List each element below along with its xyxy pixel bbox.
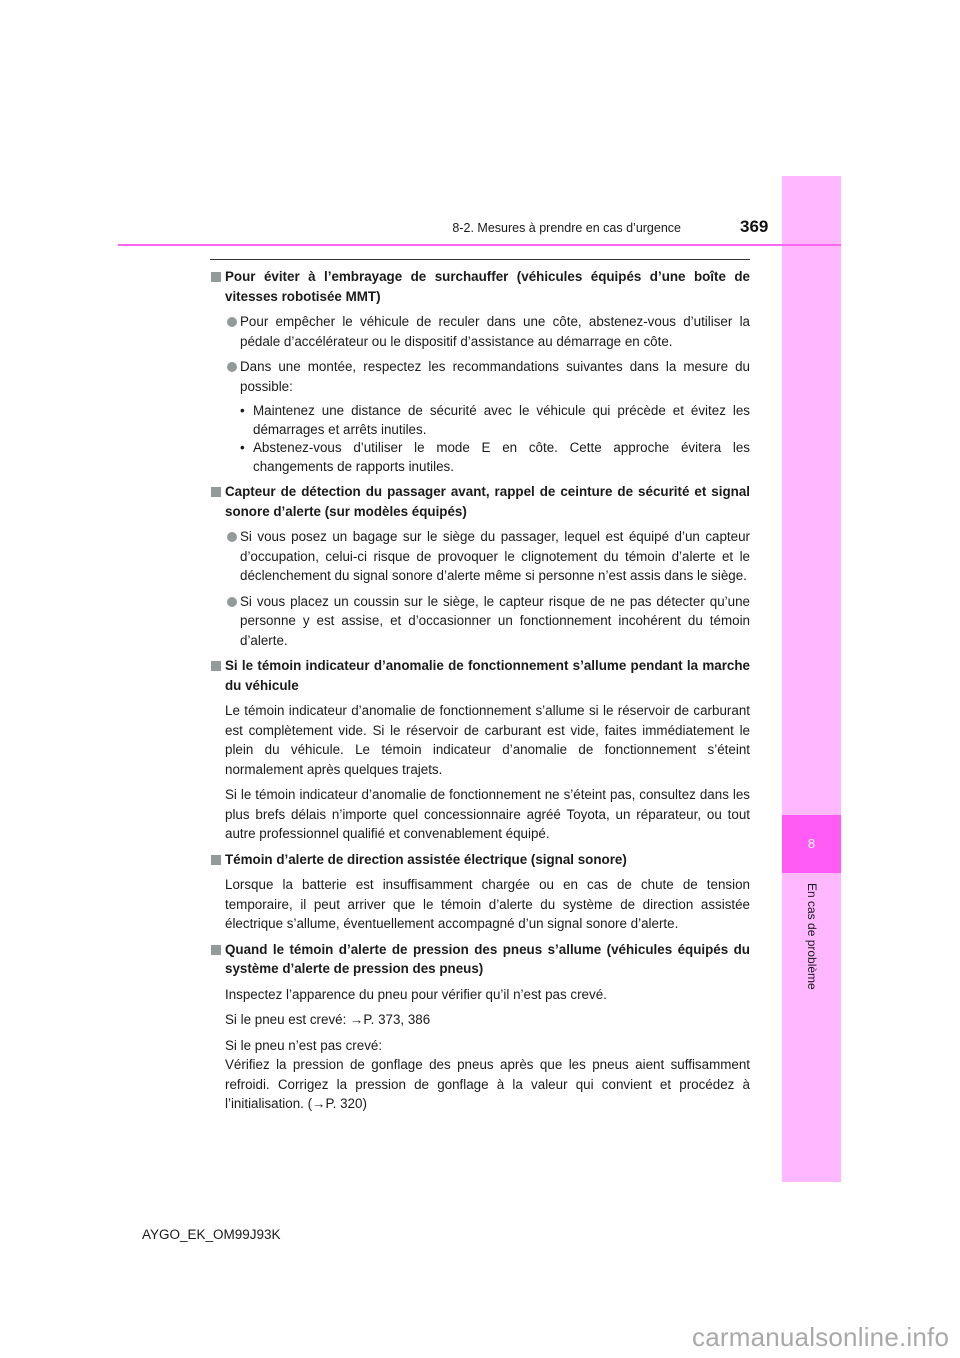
dot-bullet-icon: • — [240, 403, 245, 418]
sub-list-item: • Abstenez-vous d’utiliser le mode E en côte. Cette approche évitera les changements de rapports inutiles. — [240, 440, 750, 474]
list-item: Pour empêcher le véhicule de reculer dans une côte, abstenez-vous d’utiliser la pédale d’accélérateur ou le dispositif d’assistance au démarrage en côte. — [210, 312, 750, 351]
square-bullet-icon — [211, 272, 221, 282]
section-header-title: 8-2. Mesures à prendre en cas d’urgence — [452, 221, 681, 235]
square-bullet-icon — [211, 487, 221, 497]
square-bullet-icon — [211, 661, 221, 671]
content-divider — [210, 259, 750, 260]
paragraph: Inspectez l’apparence du pneu pour vérifier qu’il n’est pas crevé. — [225, 986, 607, 1002]
circle-bullet-icon — [227, 532, 237, 542]
watermark: carmanualsonline.info — [692, 1322, 950, 1352]
sub-list — [210, 402, 750, 476]
circle-bullet-icon — [227, 362, 237, 372]
header-rule — [118, 244, 841, 246]
chapter-side-tab — [782, 176, 841, 1182]
square-bullet-icon — [211, 855, 221, 865]
section-heading: Témoin d’alerte de direction assistée électrique (signal sonore) — [210, 850, 750, 870]
section-tire-pressure-warning — [210, 940, 750, 1114]
page-reference[interactable]: Si le pneu est crevé: →P. 373, 386 — [225, 1012, 431, 1027]
dot-bullet-icon: • — [240, 440, 245, 455]
section-heading: Pour éviter à l’embrayage de surchauffer (véhicules équipés d’une boîte de vitesses robotisée MMT) — [210, 267, 750, 306]
section-heading: Si le témoin indicateur d’anomalie de fonctionnement s’allume pendant la marche du véhicule — [210, 656, 750, 695]
sub-list-item: • Maintenez une distance de sécurité avec le véhicule qui précède et évitez les démarrages et arrêts inutiles. — [240, 403, 750, 437]
section-clutch-overheat — [210, 267, 750, 476]
list-item: Si vous posez un bagage sur le siège du passager, lequel est équipé d’un capteur d’occupation, celui-ci risque de provoquer le clignotement du témoin d’alerte et le déclenchement du signal sonore d’alerte même si personne n’est assis dans le siège. — [210, 527, 750, 586]
section-heading: Capteur de détection du passager avant, rappel de ceinture de sécurité et signal sonore d’alerte (sur modèles équipés) — [210, 482, 750, 521]
list-item: Si vous placez un coussin sur le siège, le capteur risque de ne pas détecter qu’une personne y est assise, et d’occasionner un fonctionnement incohérent du témoin d’alerte. — [210, 592, 750, 651]
section-heading: Quand le témoin d’alerte de pression des pneus s’allume (véhicules équipés du système d’alerte de pression des pneus) — [210, 940, 750, 979]
paragraph: Le témoin indicateur d’anomalie de fonctionnement s’allume si le réservoir de carburant est complètement vide. Si le réservoir de carburant est vide, faites immédiatement le plein du véhicule. Le témoin indicateur d’anomalie de fonctionnement s’éteint normalement après quelques trajets. — [225, 703, 750, 777]
chapter-number-badge[interactable]: 8 — [782, 815, 841, 873]
paragraph: Lorsque la batterie est insuffisamment chargée ou en cas de chute de tension temporaire, il peut arriver que le témoin d’alerte du système de direction assistée électrique s’allume, éventuellement accompagné d’un signal sonore d’alerte. — [225, 877, 750, 931]
page-content — [210, 267, 750, 1120]
section-malfunction-indicator — [210, 656, 750, 844]
page-number: 369 — [740, 217, 769, 236]
square-bullet-icon — [211, 945, 221, 955]
paragraph: Si le pneu n’est pas crevé: — [225, 1037, 383, 1053]
chapter-label: En cas de problème — [805, 883, 819, 990]
document-code: AYGO_EK_OM99J93K — [142, 1227, 281, 1242]
paragraph-with-page-reference: Vérifiez la pression de gonflage des pneus après que les pneus aient suffisamment refroidi. Corrigez la pression de gonflage à la valeur qui convient et procédez à l’initialisation. (→P. 320) — [225, 1057, 750, 1111]
list-item: Dans une montée, respectez les recommandations suivantes dans la mesure du possible: — [210, 357, 750, 396]
circle-bullet-icon — [227, 317, 237, 327]
circle-bullet-icon — [227, 597, 237, 607]
section-power-steering-warning — [210, 850, 750, 934]
section-passenger-sensor — [210, 482, 750, 650]
paragraph: Si le témoin indicateur d’anomalie de fonctionnement ne s’éteint pas, consultez dans les plus brefs délais n’importe quel concessionnaire agréé Toyota, un réparateur, ou tout autre professionnel qualifié et convenablement équipé. — [225, 787, 750, 841]
